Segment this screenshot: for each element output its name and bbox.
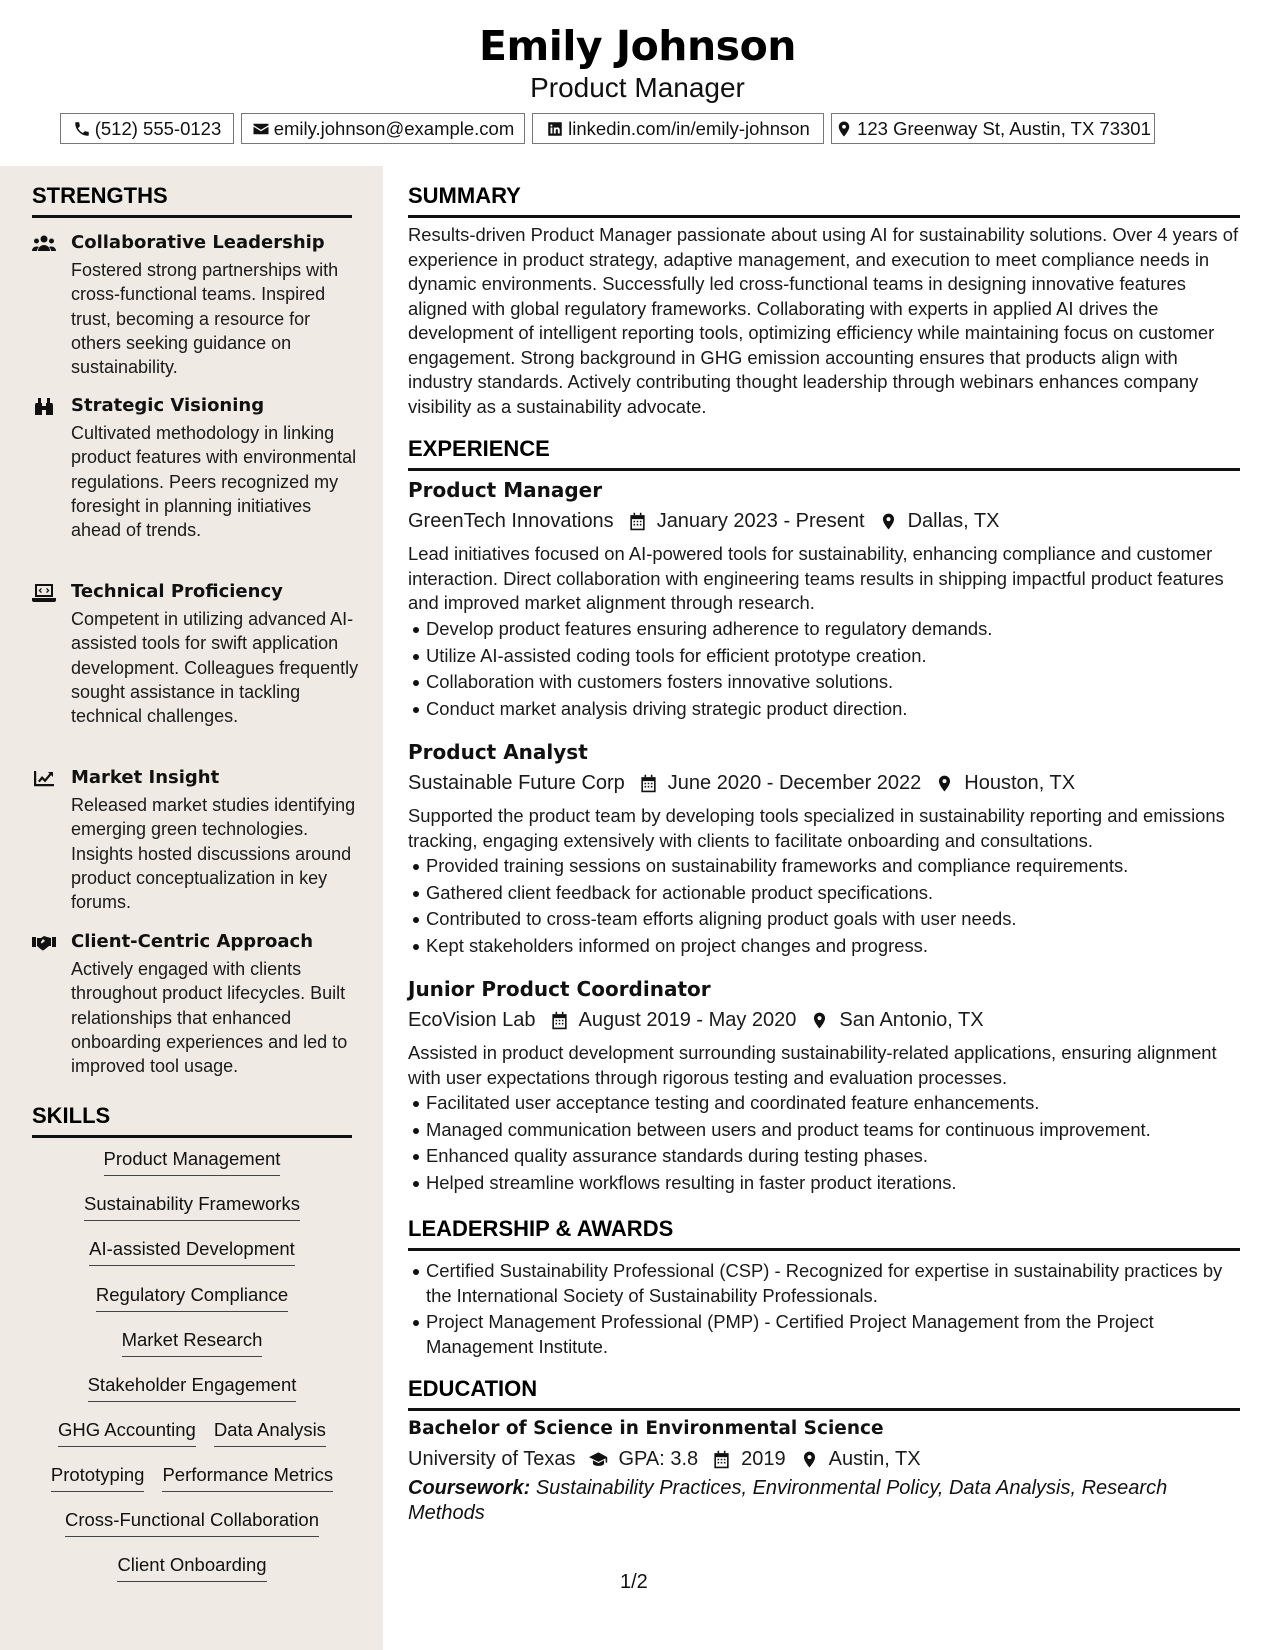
- education-meta: [408, 1446, 921, 1472]
- list-item: Facilitated user acceptance testing and coordinated feature enhancements.: [426, 1091, 1240, 1116]
- coursework-label: Coursework:: [408, 1477, 531, 1499]
- skill-row: [32, 1329, 352, 1357]
- list-item: Helped streamline workflows resulting in faster product iterations.: [426, 1171, 1240, 1196]
- chart-line-icon: [32, 769, 56, 789]
- contact-address[interactable]: [831, 113, 1155, 144]
- strength-description: Cultivated methodology in linking product features with environmental regulations. Peers recognized my foresight in planning initiatives ahead of trends.: [71, 423, 357, 541]
- laptop-code-icon: [32, 583, 56, 603]
- awards-heading: LEADERSHIP & AWARDS: [408, 1216, 1240, 1251]
- strength-description: Fostered strong partnerships with cross-functional teams. Inspired trust, becoming a resource for others seeking guidance on sustainability.: [71, 260, 339, 378]
- education-year: 2019: [741, 1447, 786, 1470]
- experience-heading: EXPERIENCE: [408, 436, 1240, 471]
- job-bullets: [426, 617, 1240, 724]
- linkedin-icon: [546, 120, 564, 138]
- skill-row: [32, 1284, 352, 1312]
- strength-item: [32, 395, 362, 560]
- skill-tag: GHG Accounting: [58, 1419, 196, 1447]
- map-pin-icon: [810, 1011, 829, 1030]
- envelope-icon: [252, 120, 270, 138]
- contact-phone[interactable]: [60, 113, 234, 144]
- coursework-text: Sustainability Practices, Environmental Policy, Data Analysis, Research Methods: [408, 1477, 1168, 1524]
- skill-row: [32, 1148, 352, 1176]
- job-company: GreenTech Innovations: [408, 509, 614, 532]
- strength-item: [32, 767, 362, 913]
- job-dates: August 2019 - May 2020: [578, 1008, 797, 1031]
- job-bullets: [426, 1091, 1240, 1198]
- map-pin-icon: [935, 774, 954, 793]
- awards-list: [426, 1259, 1240, 1361]
- map-pin-icon: [835, 120, 853, 138]
- job-location: Dallas, TX: [907, 509, 1000, 532]
- skill-tag: Cross-Functional Collaboration: [65, 1509, 319, 1537]
- skill-tag: Market Research: [122, 1329, 263, 1357]
- strength-title: Strategic Visioning: [71, 395, 265, 416]
- job-meta: [408, 508, 999, 534]
- strength-description: Competent in utilizing advanced AI-assisted tools for swift application development. Colleagues frequently sought assistance in tackling technical challenges.: [71, 609, 359, 727]
- resume-header: [0, 0, 1275, 166]
- skill-tag: AI-assisted Development: [89, 1238, 295, 1266]
- list-item: Provided training sessions on sustainability frameworks and compliance requirements.: [426, 854, 1240, 879]
- strength-item: [32, 931, 362, 1077]
- contact-linkedin[interactable]: [532, 113, 824, 144]
- binoculars-icon: [32, 397, 56, 417]
- job-meta: [408, 770, 1075, 796]
- education-heading: EDUCATION: [408, 1376, 1240, 1411]
- skill-tag: Sustainability Frameworks: [84, 1193, 300, 1221]
- skill-tag: Prototyping: [51, 1464, 145, 1492]
- strength-title: Market Insight: [71, 767, 220, 788]
- contact-address-text: 123 Greenway St, Austin, TX 73301: [857, 117, 1151, 139]
- job-meta: [408, 1007, 984, 1033]
- page-number: 1/2: [620, 1571, 648, 1593]
- education-degree: Bachelor of Science in Environmental Science: [408, 1418, 884, 1439]
- skill-row: [32, 1238, 352, 1266]
- sidebar: [0, 166, 383, 1650]
- education-location: Austin, TX: [828, 1447, 921, 1470]
- map-pin-icon: [800, 1450, 819, 1469]
- education-school: University of Texas: [408, 1447, 576, 1470]
- handshake-icon: [32, 933, 56, 953]
- list-item: Enhanced quality assurance standards during testing phases.: [426, 1144, 1240, 1169]
- skill-tag: Client Onboarding: [117, 1554, 266, 1582]
- skill-row: [32, 1374, 352, 1402]
- list-item: Certified Sustainability Professional (CSP) - Recognized for expertise in sustainability practices by the International Society of Sustainability Professionals.: [426, 1259, 1240, 1308]
- education-gpa: GPA: 3.8: [618, 1447, 699, 1470]
- summary-text: Results-driven Product Manager passionate about using AI for sustainability solutions. Over 4 years of experience in product strategy, adaptive management, and execution to meet compliance needs in dynamic environments. Successfully led cross-functional teams in designing innovative features aligned with global regulatory frameworks. Collaborating with experts in applied AI drives the development of intelligent reporting tools, optimizing efficiency while maintaining focus on customer engagement. Strong background in GHG emission accounting ensures that products align with industry standards. Actively contributing thought leadership through webinars enhances company visibility as a sustainability advocate.: [408, 224, 1239, 417]
- job-dates: June 2020 - December 2022: [667, 771, 922, 794]
- strength-title: Technical Proficiency: [71, 581, 283, 602]
- job-description: Supported the product team by developing tools specialized in sustainability reporting and emissions tracking, engaging extensively with clients to facilitate onboarding and consultations.: [408, 805, 1225, 851]
- job-title: Junior Product Coordinator: [408, 977, 711, 1001]
- calendar-icon: [639, 774, 658, 793]
- job-dates: January 2023 - Present: [656, 509, 865, 532]
- skill-row: [32, 1509, 352, 1537]
- skill-tag: Data Analysis: [214, 1419, 326, 1447]
- list-item: Project Management Professional (PMP) - Certified Project Management from the Project Management Institute.: [426, 1310, 1240, 1359]
- job-company: EcoVision Lab: [408, 1008, 536, 1031]
- skill-row: [32, 1464, 352, 1492]
- list-item: Utilize AI-assisted coding tools for efficient prototype creation.: [426, 644, 1240, 669]
- job-title: Product Manager: [408, 478, 603, 502]
- list-item: Contributed to cross-team efforts aligning product goals with user needs.: [426, 907, 1240, 932]
- job-description: Assisted in product development surrounding sustainability-related applications, ensuring alignment with user expectations through rigorous testing and evaluation processes.: [408, 1042, 1217, 1088]
- summary-heading: SUMMARY: [408, 183, 1240, 218]
- strength-title: Collaborative Leadership: [71, 232, 325, 253]
- skill-row: [32, 1193, 352, 1221]
- list-item: Conduct market analysis driving strategic product direction.: [426, 697, 1240, 722]
- graduation-cap-icon: [589, 1450, 608, 1469]
- list-item: Collaboration with customers fosters innovative solutions.: [426, 670, 1240, 695]
- education-coursework: [408, 1476, 1198, 1526]
- calendar-icon: [628, 512, 647, 531]
- list-item: Managed communication between users and product teams for continuous improvement.: [426, 1118, 1240, 1143]
- contact-email[interactable]: [241, 113, 525, 144]
- list-item: Gathered client feedback for actionable product specifications.: [426, 881, 1240, 906]
- job-description: Lead initiatives focused on AI-powered tools for sustainability, enhancing compliance and customer interaction. Direct collaboration with engineering teams results in shipping impactful product features and improved market alignment through research.: [408, 543, 1224, 613]
- job-bullets: [426, 854, 1240, 961]
- job-location: Houston, TX: [964, 771, 1076, 794]
- skill-row: [32, 1554, 352, 1582]
- list-item: Kept stakeholders informed on project changes and progress.: [426, 934, 1240, 959]
- contact-email-text: emily.johnson@example.com: [273, 117, 515, 139]
- calendar-icon: [550, 1011, 569, 1030]
- contact-linkedin-text: linkedin.com/in/emily-johnson: [568, 117, 810, 139]
- contact-bar: [60, 113, 1210, 145]
- candidate-role: Product Manager: [530, 72, 745, 103]
- candidate-name: Emily Johnson: [479, 22, 796, 70]
- job-company: Sustainable Future Corp: [408, 771, 625, 794]
- map-pin-icon: [879, 512, 898, 531]
- skills-heading: SKILLS: [32, 1103, 352, 1138]
- contact-phone-text: (512) 555-0123: [94, 117, 222, 139]
- strength-item: [32, 581, 362, 746]
- calendar-icon: [712, 1450, 731, 1469]
- skill-row: [32, 1419, 352, 1447]
- strength-description: Actively engaged with clients throughout product lifecycles. Built relationships that enhanced onboarding experiences and led to improved tool usage.: [71, 959, 348, 1077]
- phone-icon: [73, 120, 91, 138]
- skill-tag: Regulatory Compliance: [96, 1284, 288, 1312]
- users-icon: [32, 234, 56, 254]
- strength-description: Released market studies identifying emerging green technologies. Insights hosted discussions around product conceptualization in key forums.: [71, 795, 356, 913]
- strengths-heading: STRENGTHS: [32, 183, 352, 218]
- strength-title: Client-Centric Approach: [71, 931, 314, 952]
- job-location: San Antonio, TX: [839, 1008, 984, 1031]
- job-title: Product Analyst: [408, 740, 588, 764]
- skill-tag: Performance Metrics: [162, 1464, 333, 1492]
- skill-tag: Stakeholder Engagement: [88, 1374, 297, 1402]
- strength-item: [32, 232, 362, 378]
- list-item: Develop product features ensuring adherence to regulatory demands.: [426, 617, 1240, 642]
- skill-tag: Product Management: [104, 1148, 281, 1176]
